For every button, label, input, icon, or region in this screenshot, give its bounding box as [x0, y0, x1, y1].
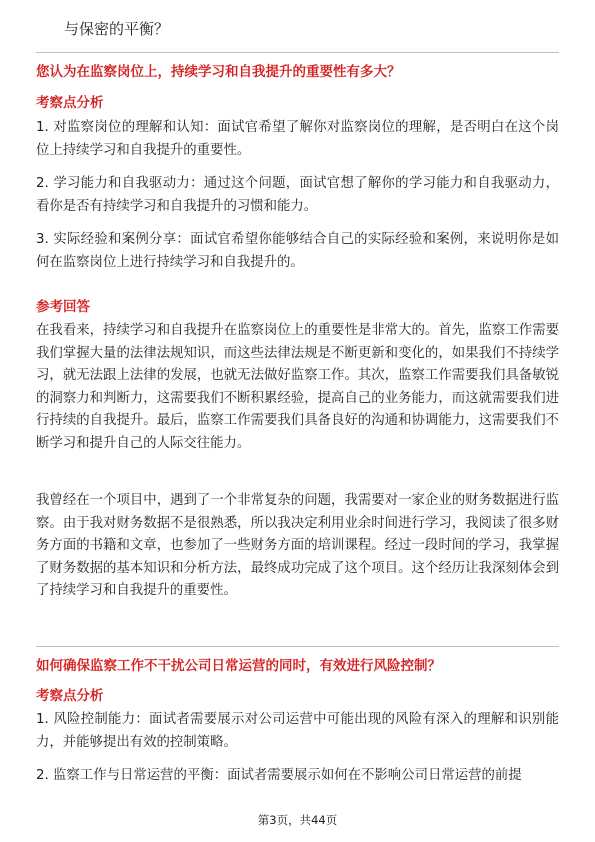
page-number: 第3页，共44页 [257, 813, 338, 827]
analysis-point: 1. 风险控制能力：面试者需要展示对公司运营中可能出现的风险有深入的理解和识别能力，并能够提出有效的控制策略。 [36, 712, 559, 750]
section-divider [36, 646, 559, 647]
analysis-heading: 考察点分析 [36, 688, 104, 704]
section-divider [36, 52, 559, 53]
analysis-point: 1. 对监察岗位的理解和认知：面试官希望了解你对监察岗位的理解，是否明白在这个岗位上持续学习和自我提升的重要性。 [36, 120, 559, 158]
analysis-point: 2. 学习能力和自我驱动力：通过这个问题，面试官想了解你的学习能力和自我驱动力，看你是否有持续学习和自我提升的习惯和能力。 [36, 176, 559, 214]
analysis-point: 3. 实际经验和案例分享：面试官希望你能够结合自己的实际经验和案例，来说明你是如何在监察岗位上进行持续学习和自我提升的。 [36, 232, 559, 270]
analysis-point: 2. 监察工作与日常运营的平衡：面试者需要展示如何在不影响公司日常运营的前提 [36, 768, 522, 783]
answer-paragraph: 我曾经在一个项目中，遇到了一个非常复杂的问题，我需要对一家企业的财务数据进行监察。由于我对财务数据不是很熟悉，所以我决定利用业余时间进行学习，我阅读了很多财务方面的书籍和文章，也参加了一些财务方面的培训课程。经过一段时间的学习，我掌握了财务数据的基本知识和分析方法，最终成功完成了这个项目。这个经历让我深刻体会到了持续学习和自我提升的重要性。 [36, 493, 559, 598]
question-heading: 您认为在监察岗位上，持续学习和自我提升的重要性有多大？ [36, 64, 401, 80]
answer-heading: 参考回答 [36, 299, 90, 315]
question-heading: 如何确保监察工作不干扰公司日常运营的同时，有效进行风险控制？ [36, 658, 441, 674]
answer-paragraph: 在我看来，持续学习和自我提升在监察岗位上的重要性是非常大的。首先，监察工作需要我们掌握大量的法律法规知识，而这些法律法规是不断更新和变化的，如果我们不持续学习，就无法跟上法律的发展，也就无法做好监察工作。其次，监察工作需要我们具备敏锐的洞察力和判断力，这需要我们不断积累经验，提高自己的业务能力，而这就需要我们进行持续的自我提升。最后，监察工作需要我们具备良好的沟通和协调能力，这需要我们不断学习和提升自己的人际交往能力。 [36, 323, 559, 451]
continued-question-tail: 与保密的平衡？ [64, 20, 170, 38]
analysis-heading: 考察点分析 [36, 95, 104, 111]
